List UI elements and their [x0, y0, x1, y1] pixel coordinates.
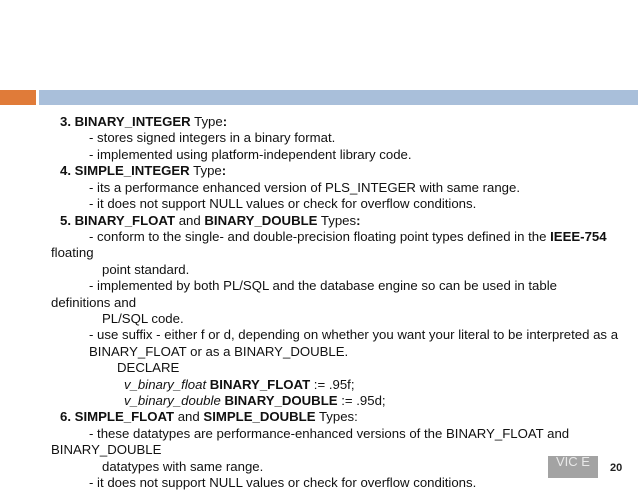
bullet-line: - implemented by both PL/SQL and the database engine so can be used in table: [89, 278, 557, 293]
heading-binary-integer: [60, 114, 227, 130]
code-value: := .95d;: [337, 393, 386, 408]
code-identifier: v_binary_float: [124, 377, 207, 392]
heading-keyword: BINARY_DOUBLE: [204, 213, 318, 228]
bullet-line: - it does not support NULL values or check for overflow conditions.: [89, 196, 477, 211]
heading-colon: :: [221, 163, 227, 178]
code-value: := .95f;: [310, 377, 355, 392]
heading-simple-float-double: [60, 409, 358, 425]
code-type: BINARY_FLOAT: [206, 377, 311, 392]
heading-word: Type: [190, 114, 223, 129]
footer-badge: VIC E: [548, 456, 598, 478]
wrapped-line: definitions and: [51, 295, 137, 310]
bullet-line: - stores signed integers in a binary format.: [89, 130, 336, 145]
bullet-text: - conform to the single- and double-precision floating point types defined in the: [89, 229, 551, 244]
bullet-keyword: IEEE-754: [550, 229, 607, 244]
bullet-line: - its a performance enhanced version of PLS_INTEGER with same range.: [89, 180, 520, 195]
bullet-line: - use suffix - either f or d, depending on whether you want your literal to be interpreted as a: [89, 327, 619, 342]
heading-keyword: SIMPLE_DOUBLE: [203, 409, 316, 424]
header-accent-blue: [39, 90, 638, 105]
code-line: [124, 377, 355, 393]
code-line: DECLARE: [117, 360, 180, 375]
continuation-line: datatypes with same range.: [102, 459, 264, 474]
heading-keyword: 6. SIMPLE_FLOAT: [60, 409, 175, 424]
heading-keyword: 4. SIMPLE_INTEGER: [60, 163, 190, 178]
continuation-line: PL/SQL code.: [102, 311, 184, 326]
heading-word: Types:: [315, 409, 358, 424]
heading-keyword: 5. BINARY_FLOAT: [60, 213, 176, 228]
code-line: [124, 393, 386, 409]
header-accent-orange: [0, 90, 36, 105]
bullet-line: - implemented using platform-independent library code.: [89, 147, 412, 162]
heading-keyword: 3. BINARY_INTEGER: [60, 114, 191, 129]
wrapped-line: BINARY_DOUBLE: [51, 442, 162, 457]
heading-word: and: [175, 213, 205, 228]
continuation-line: point standard.: [102, 262, 190, 277]
heading-word: Types: [317, 213, 357, 228]
bullet-line: [89, 229, 607, 245]
bullet-line: - these datatypes are performance-enhanced versions of the BINARY_FLOAT and: [89, 426, 570, 441]
heading-colon: :: [222, 114, 228, 129]
heading-binary-float-double: [60, 213, 360, 229]
heading-simple-integer: [60, 163, 226, 179]
heading-word: and: [174, 409, 204, 424]
code-type: BINARY_DOUBLE: [220, 393, 338, 408]
code-identifier: v_binary_double: [124, 393, 221, 408]
continuation-line: BINARY_FLOAT or as a BINARY_DOUBLE.: [89, 344, 349, 359]
wrapped-line: floating: [51, 245, 94, 260]
heading-colon: :: [356, 213, 361, 228]
bullet-line: - it does not support NULL values or check for overflow conditions.: [89, 475, 477, 490]
page-number: 20: [610, 462, 623, 474]
heading-word: Type: [189, 163, 222, 178]
